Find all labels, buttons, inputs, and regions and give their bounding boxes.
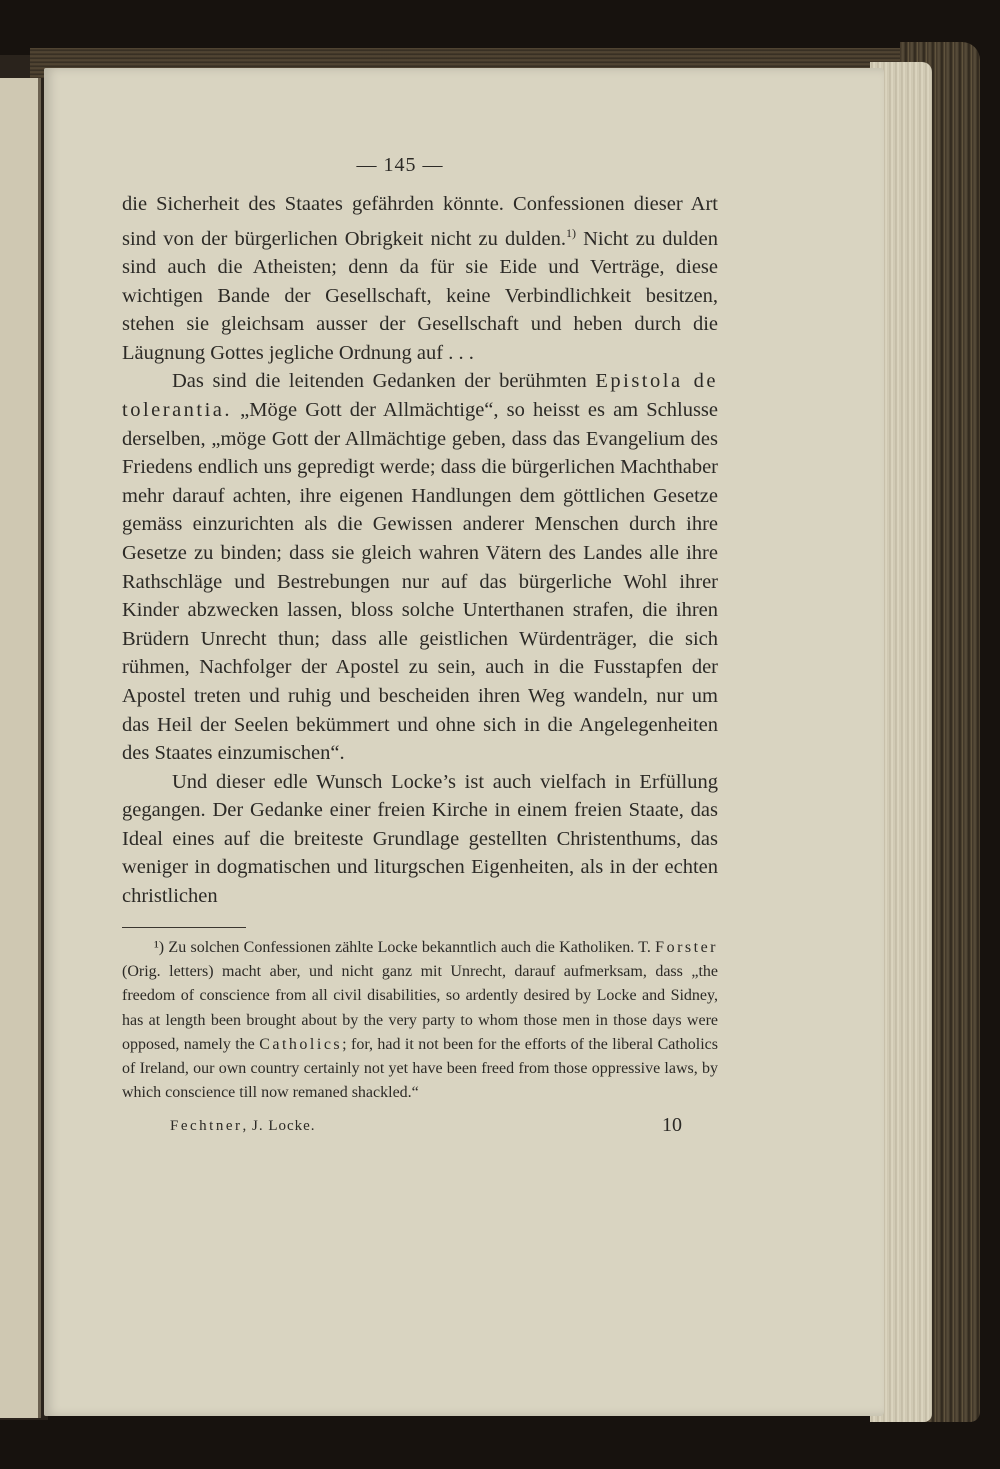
page-number: — 145 — [356, 154, 444, 176]
left-page-edge [0, 78, 41, 1418]
work-title: Epistola de tolerantia. [122, 370, 718, 421]
paragraph-2 [122, 367, 718, 767]
paragraph-1 [122, 190, 718, 367]
footnote-reference: 1) [565, 225, 576, 240]
paragraph-2-text-a: Das sind die leitenden Gedanken der berühmten [172, 370, 596, 393]
signature-mark [170, 1118, 316, 1135]
footnote-text-c: ; for, had it not been for the efforts of the liberal Catholics of Ireland, our own country certainly not yet have been freed from those oppressive laws, by which conscience till now remaned shackled.“ [122, 1035, 719, 1102]
footnote-mark: ¹) [154, 938, 165, 956]
footnotes [122, 936, 718, 1106]
footnote-author: Forster [655, 938, 718, 956]
footnote-text-b: (Orig. letters) macht aber, und nicht ganz mit Unrecht, darauf aufmerksam, dass „the freedom of conscience from all civil disabilities, so ardently desired by Locke and Sidney, has at length been brought about by the very party to whom those men in those days were opposed, namely the [122, 962, 718, 1053]
sheet-number: 10 [662, 1113, 682, 1136]
paragraph-1-text-a: die Sicherheit des Staates gefährden könnte. Confessionen dieser Art sind von der bürgerlichen Obrigkeit nicht zu dulden. [122, 193, 718, 250]
paragraph-1-text-b: Nicht zu dulden sind auch die Atheisten; denn da für sie Eide und Verträge, diese wichtigen Bande der Gesellschaft, keine Verbindlichkeit besitzen, stehen sie gleichsam ausser der Gesellschaft und heben durch die Läugnung Gottes jegliche Ordnung auf . . . [122, 227, 718, 364]
footnote-divider [122, 927, 246, 928]
signature-row [122, 1114, 718, 1144]
signature-rest: , J. Locke. [242, 1117, 316, 1134]
signature-name: Fechtner [170, 1117, 243, 1134]
page-content [122, 150, 718, 1144]
body-text [122, 190, 718, 911]
paragraph-3: Und dieser edle Wunsch Locke’s ist auch vielfach in Erfüllung gegangen. Der Gedanke einer freien Kirche in einem freien Staate, das Ideal eines auf die breiteste Grundlage gestellten Christenthums, das weniger in dogmatischen und liturgschen Eigenheiten, als in der echten christlichen [122, 770, 718, 908]
footnote-1 [122, 936, 718, 1106]
footnote-text-a: Zu solchen Confessionen zählte Locke bekanntlich auch die Katholiken. T. [164, 938, 656, 956]
footnote-catholics: Catholics [259, 1035, 343, 1053]
paragraph-2-text-b: „Möge Gott der Allmächtige“, so heisst es am Schlusse derselben, „möge Gott der Allmächtige geben, dass das Evangelium des Friedens endlich uns gepredigt werde; dass die bürgerlichen Machthaber mehr darauf achten, ihre eigenen Handlungen dem göttlichen Gesetze gemäss einzurichten als die Gewissen anderer Menschen durch ihre Gesetze zu binden; dass sie gleich wahren Vätern des Landes alle ihre Rathschläge und Bestrebungen nur auf das bürgerliche Wohl ihrer Kinder abzwecken lassen, bloss solche Unterthanen strafen, die ihren Brüdern Unrecht thun; dass alle geistlichen Würdenträger, die sich rühmen, Nachfolger der Apostel zu sein, auch in die Fusstapfen der Apostel treten und ruhig und bescheiden ihren Weg wandeln, nur um das Heil der Seelen bekümmert und ohne sich in die Angelegenheiten des Staates einzumischen“. [122, 398, 718, 765]
